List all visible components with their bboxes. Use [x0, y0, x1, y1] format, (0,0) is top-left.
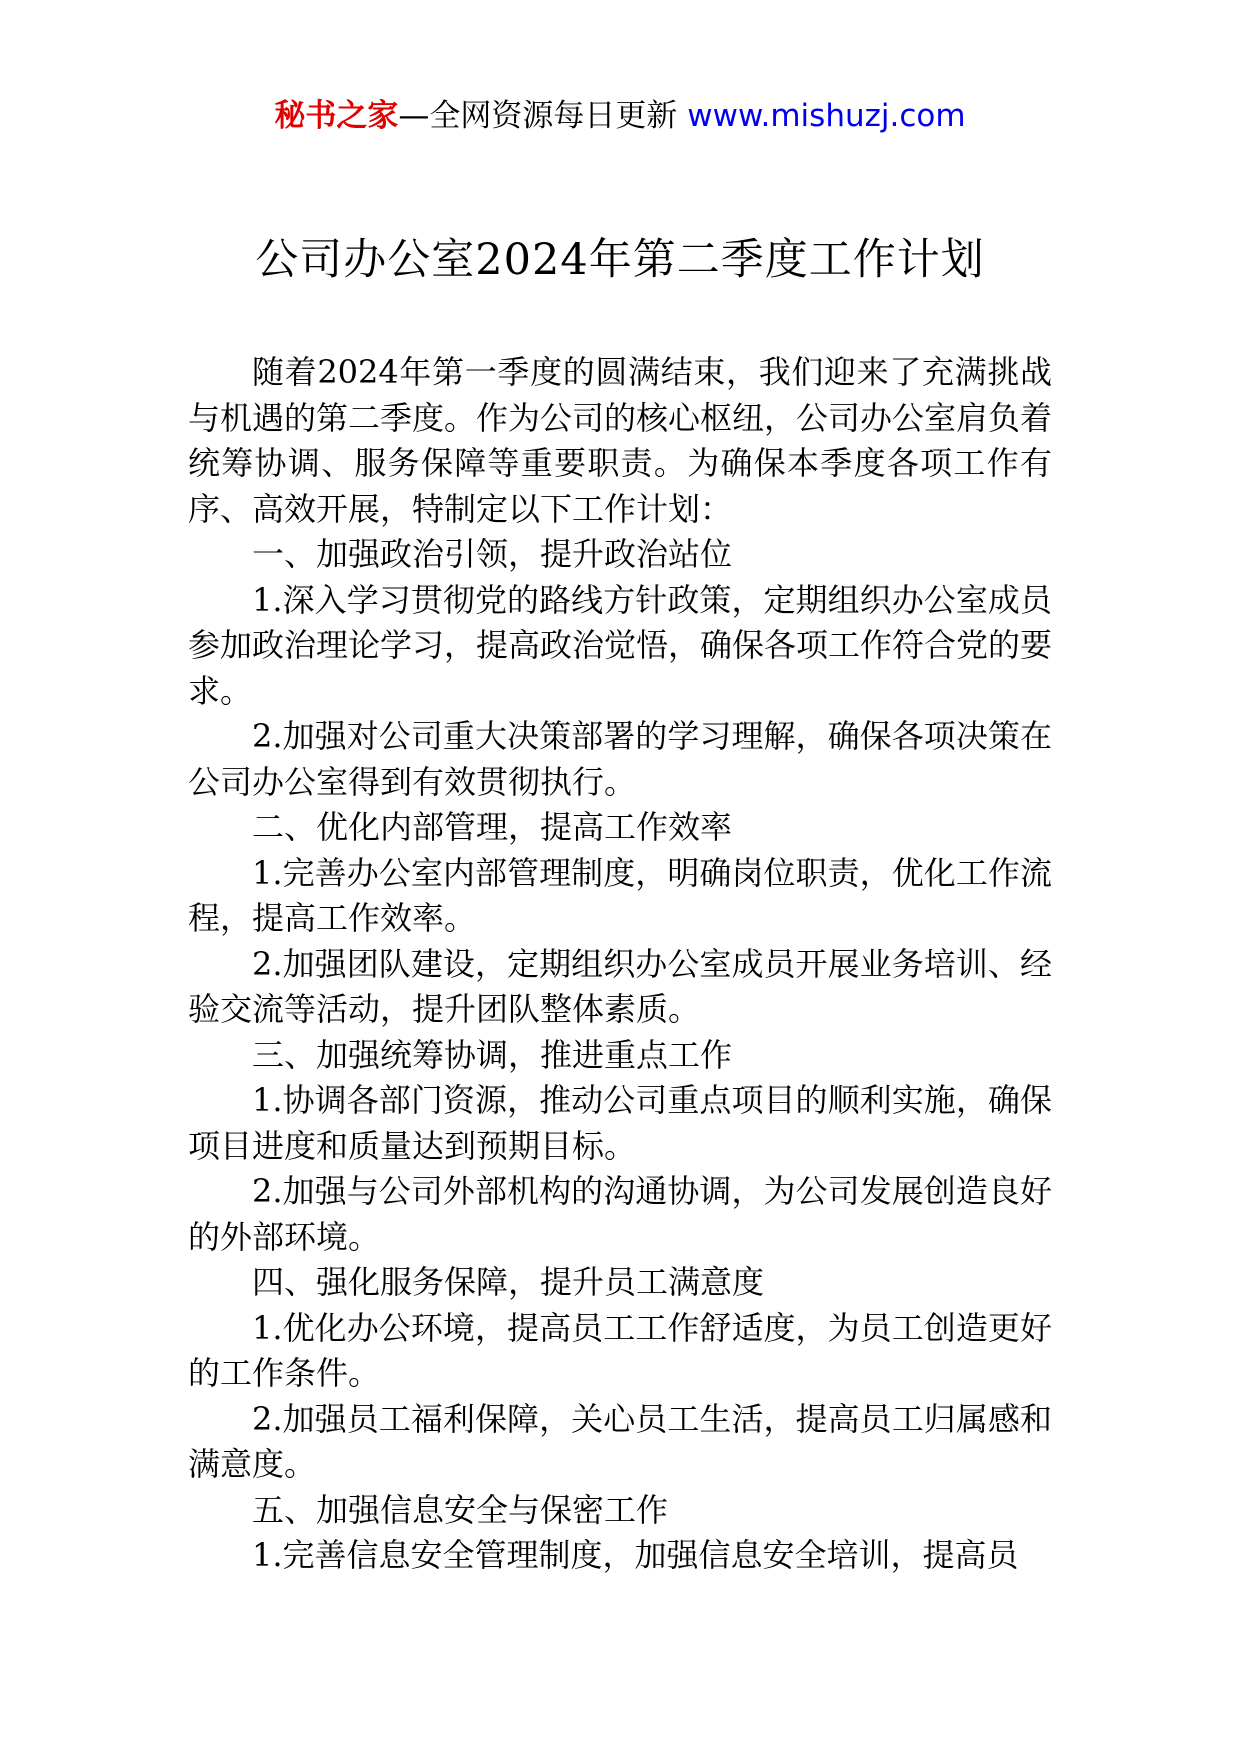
- section-2-item-1: 1.完善办公室内部管理制度，明确岗位职责，优化工作流程，提高工作效率。: [188, 853, 1052, 937]
- brand-name: 秘书之家: [274, 98, 399, 134]
- section-1-item-1: 1.深入学习贯彻党的路线方针政策，定期组织办公室成员参加政治理论学习，提高政治觉悟，确保各项工作符合党的要求。: [188, 580, 1053, 710]
- section-2-item-2: 2.加强团队建设，定期组织办公室成员开展业务培训、经验交流等活动，提升团队整体素质。: [188, 944, 1052, 1028]
- section-heading-5: 五、加强信息安全与保密工作: [252, 1490, 669, 1529]
- document-title: 公司办公室2024年第二季度工作计划: [255, 235, 985, 285]
- website-link[interactable]: www.mishuzj.com: [687, 98, 966, 134]
- section-4-item-1: 1.优化办公环境，提高员工工作舒适度，为员工创造更好的工作条件。: [188, 1308, 1052, 1392]
- section-heading-2: 二、优化内部管理，提高工作效率: [252, 808, 733, 846]
- site-header-banner: [0, 96, 1240, 136]
- intro-paragraph: 随着2024年第一季度的圆满结束，我们迎来了充满挑战与机遇的第二季度。作为公司的核心枢纽，公司办公室肩负着统筹协调、服务保障等重要职责。为确保本季度各项工作有序、高效开展，特制定以下工作计划：: [188, 353, 1053, 528]
- section-heading-3: 三、加强统筹协调，推进重点工作: [252, 1035, 733, 1074]
- section-heading-1: 一、加强政治引领，提升政治站位: [252, 535, 733, 573]
- section-heading-4: 四、强化服务保障，提升员工满意度: [252, 1263, 765, 1301]
- section-3-item-1: 1.协调各部门资源，推动公司重点项目的顺利实施，确保项目进度和质量达到预期目标。: [188, 1081, 1052, 1165]
- section-4-item-2: 2.加强员工福利保障，关心员工生活，提高员工归属感和满意度。: [188, 1399, 1052, 1483]
- section-3-item-2: 2.加强与公司外部机构的沟通协调，为公司发展创造良好的外部环境。: [188, 1172, 1052, 1256]
- section-5-item-1: 1.完善信息安全管理制度，加强信息安全培训，提高员: [252, 1536, 1019, 1574]
- section-1-item-2: 2.加强对公司重大决策部署的学习理解，确保各项决策在公司办公室得到有效贯彻执行。: [188, 717, 1052, 801]
- header-tagline: —全网资源每日更新: [398, 98, 688, 134]
- document-body: [188, 350, 1052, 1579]
